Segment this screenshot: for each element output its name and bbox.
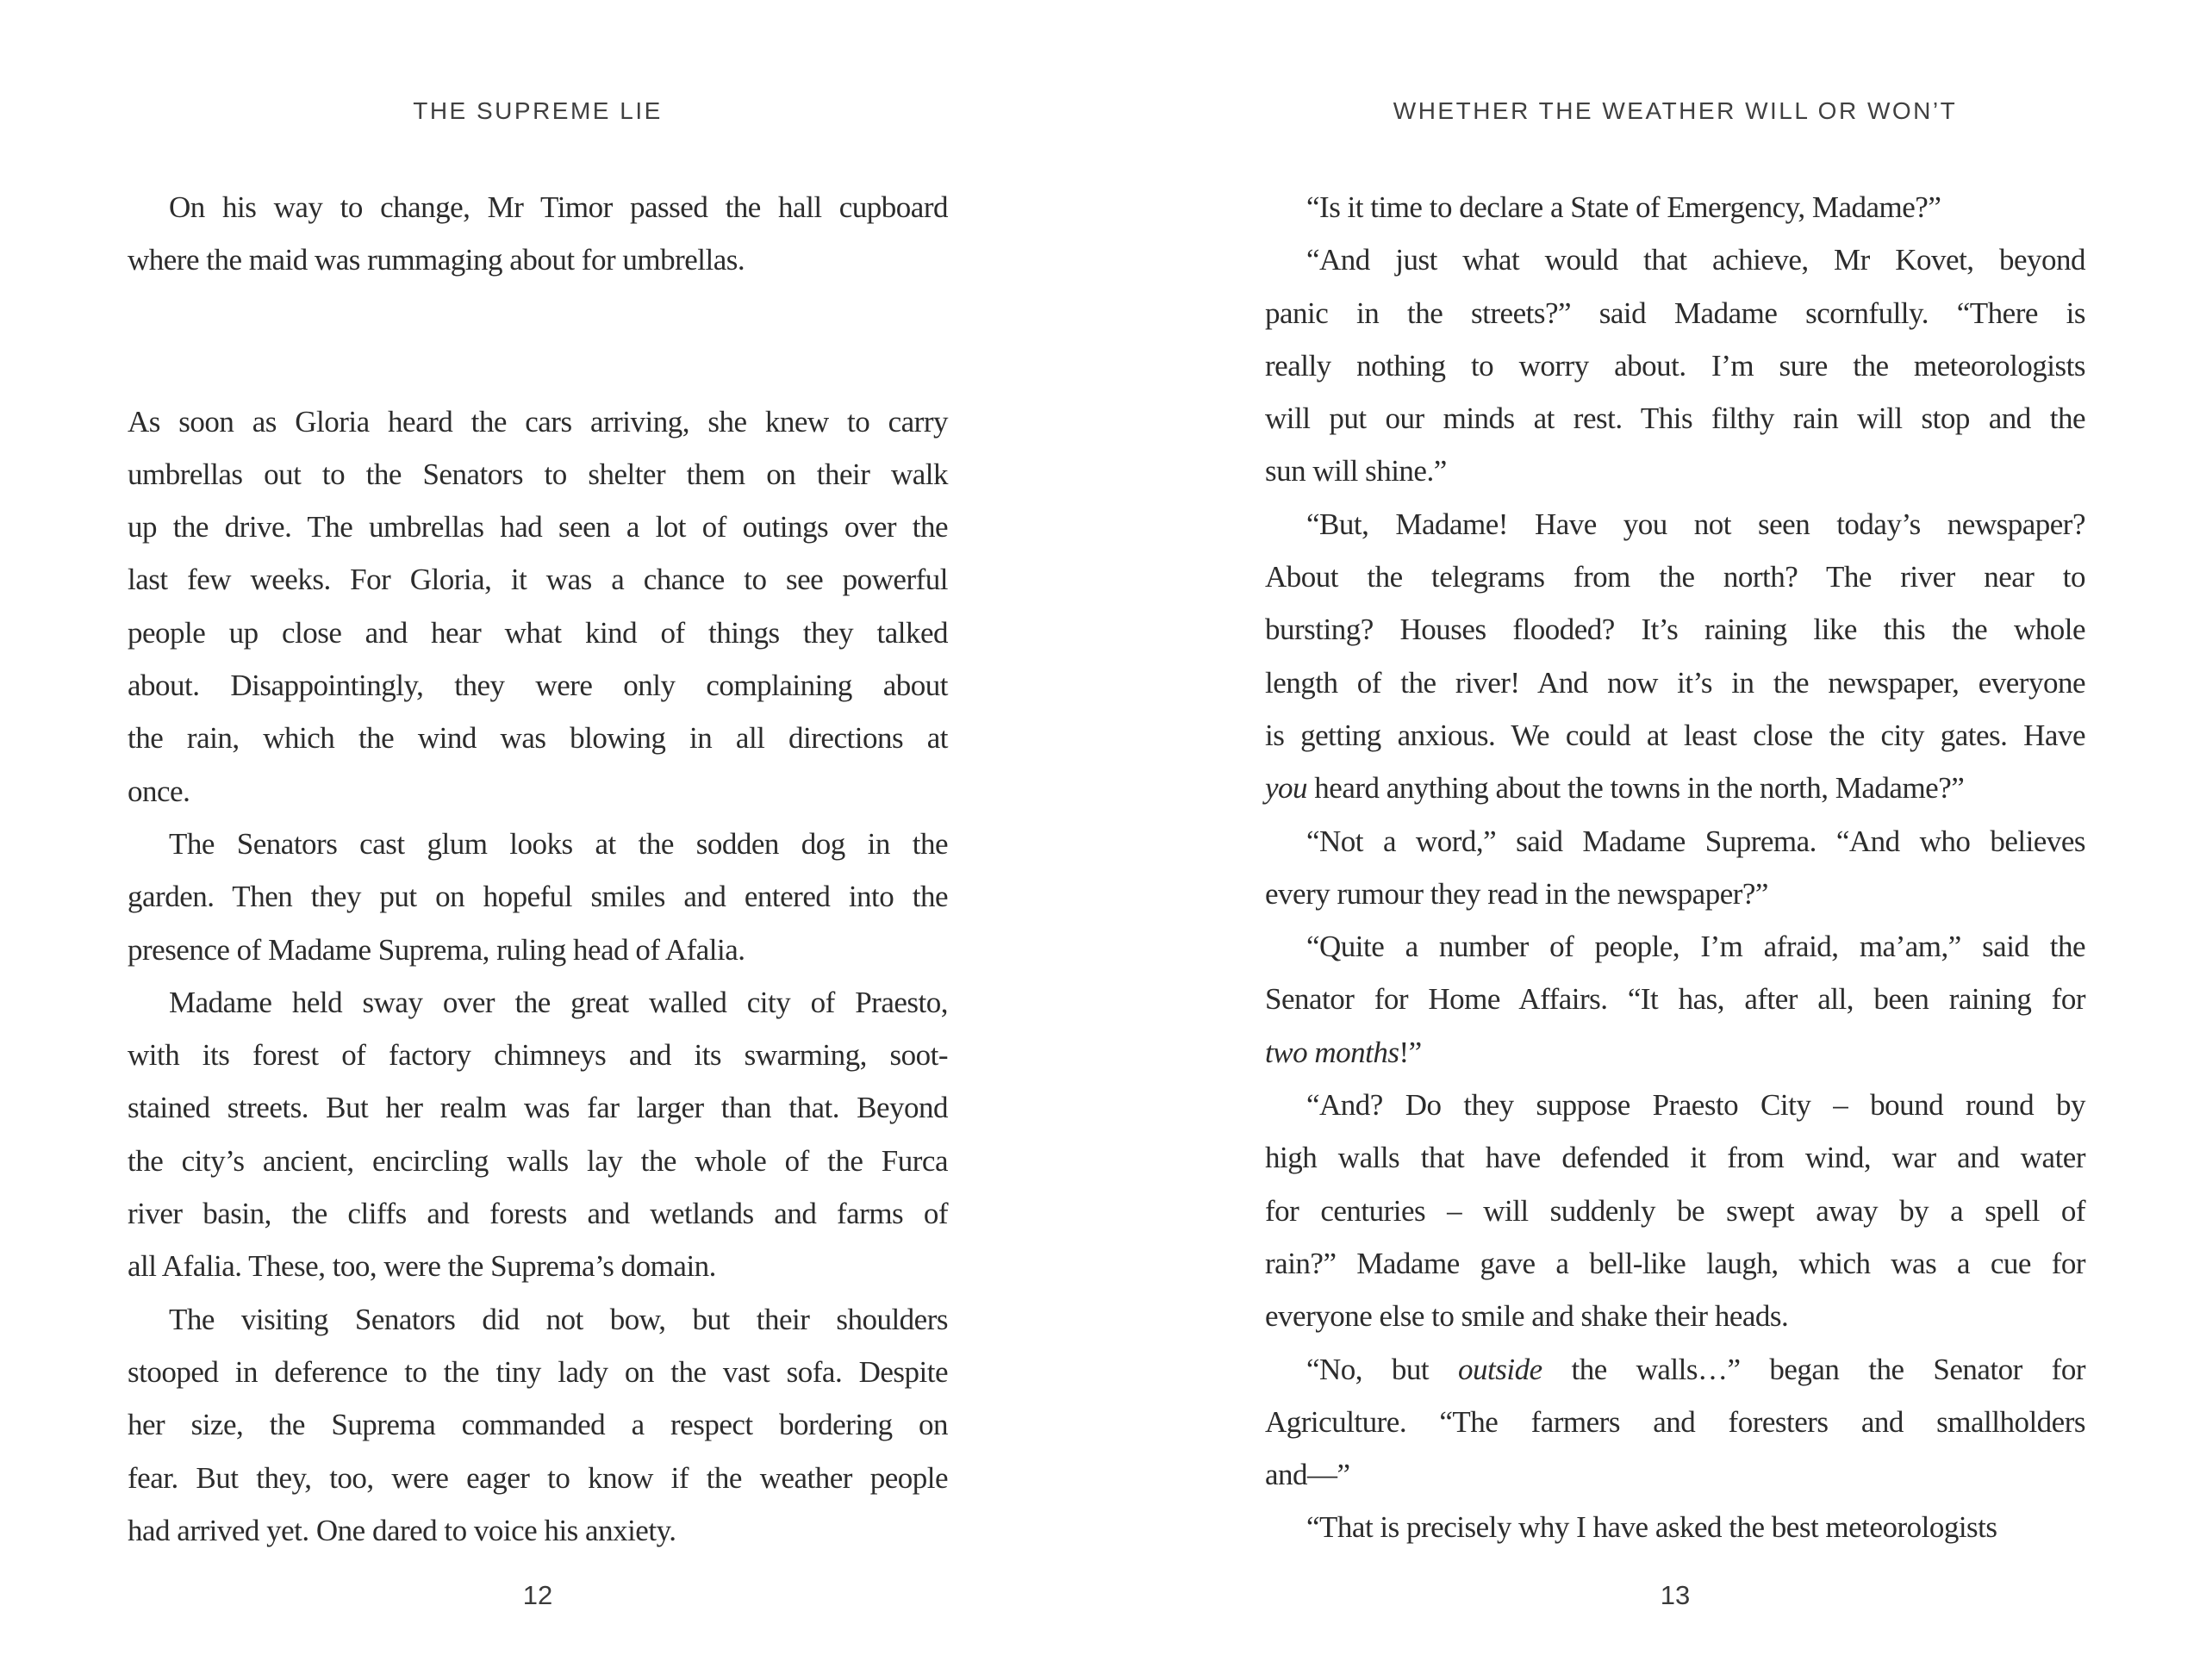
text-line: “But, Madame! Have you not seen today’s newspaper?	[1306, 507, 2085, 541]
page-left	[128, 0, 948, 1680]
text-line: people up close and hear what kind of things they talked	[128, 615, 948, 650]
text-line: Madame held sway over the great walled city of Praesto,	[169, 985, 948, 1019]
text-line: length of the river! And now it’s in the newspaper, everyone	[1265, 665, 2085, 700]
text-line: umbrellas out to the Senators to shelter them on their walk	[128, 457, 948, 491]
text-line: “And? Do they suppose Praesto City – bound round by	[1306, 1088, 2085, 1123]
page-number-left: 12	[522, 1580, 553, 1610]
text-line: “And just what would that achieve, Mr Kovet, beyond	[1306, 243, 2085, 277]
text-line: sun will shine.”	[1265, 454, 1447, 488]
paragraph	[1265, 815, 2085, 921]
running-header-left: THE SUPREME LIE	[413, 97, 663, 124]
page-number-right: 13	[1660, 1580, 1691, 1610]
text-line: As soon as Gloria heard the cars arriving, she knew to carry	[128, 404, 948, 439]
text-line: Senator for Home Affairs. “It has, after all, been raining for	[1265, 982, 2085, 1017]
paragraph	[1265, 1501, 2085, 1553]
page-right-body	[1265, 181, 2085, 1554]
text-line: The Senators cast glum looks at the sodden dog in the	[169, 826, 948, 861]
text-line: Agriculture. “The farmers and foresters and smallholders	[1265, 1404, 2085, 1439]
text-line: her size, the Suprema commanded a respect bordering on	[128, 1408, 948, 1442]
text-line: rain?” Madame gave a bell-like laugh, which was a cue for	[1265, 1246, 2085, 1280]
page-right	[1265, 0, 2085, 1680]
text-line: you heard anything about the towns in the north, Madame?”	[1265, 771, 1965, 806]
text-line: “Not a word,” said Madame Suprema. “And who believes	[1306, 824, 2085, 858]
paragraph	[128, 976, 948, 1293]
text-line: and—”	[1265, 1458, 1350, 1492]
paragraph	[1265, 181, 2085, 233]
paragraph	[1265, 920, 2085, 1079]
paragraph	[1265, 1343, 2085, 1502]
text-line: “Quite a number of people, I’m afraid, ma’am,” said the	[1306, 930, 2085, 964]
text-line: fear. But they, too, were eager to know if the weather people	[128, 1460, 948, 1495]
text-line: bursting? Houses flooded? It’s raining like this the whole	[1265, 613, 2085, 647]
paragraph	[128, 181, 948, 287]
text-line: panic in the streets?” said Madame scornfully. “There is	[1265, 296, 2085, 330]
paragraph	[128, 395, 948, 818]
text-line: the city’s ancient, encircling walls lay the whole of the Furca	[128, 1143, 948, 1178]
text-line: The visiting Senators did not bow, but their shoulders	[169, 1302, 948, 1336]
text-line: the rain, which the wind was blowing in all directions at	[128, 721, 948, 756]
text-line: garden. Then they put on hopeful smiles and entered into the	[128, 880, 948, 914]
text-line: “That is precisely why I have asked the best meteorologists	[1306, 1510, 1997, 1545]
running-header-right: WHETHER THE WEATHER WILL OR WON’T	[1393, 97, 1958, 124]
paragraph	[1265, 498, 2085, 815]
text-line: every rumour they read in the newspaper?”	[1265, 876, 1768, 911]
text-line: is getting anxious. We could at least close the city gates. Have	[1265, 718, 2085, 752]
text-line: all Afalia. These, too, were the Suprema’s domain.	[128, 1249, 716, 1284]
text-line: On his way to change, Mr Timor passed the hall cupboard	[169, 190, 948, 224]
text-line: once.	[128, 774, 190, 808]
paragraph	[128, 818, 948, 976]
text-line: last few weeks. For Gloria, it was a chance to see powerful	[128, 563, 948, 597]
text-line: two months!”	[1265, 1035, 1422, 1069]
paragraph	[1265, 233, 2085, 497]
text-line: up the drive. The umbrellas had seen a lot of outings over the	[128, 510, 948, 544]
paragraph	[128, 1293, 948, 1557]
text-line: for centuries – will suddenly be swept away by a spell of	[1265, 1193, 2085, 1228]
page-left-body	[128, 181, 948, 1557]
text-line: “No, but outside the walls…” began the Senator for	[1306, 1352, 2085, 1386]
scene-break	[128, 287, 948, 395]
text-line: had arrived yet. One dared to voice his anxiety.	[128, 1513, 676, 1547]
paragraph	[1265, 1079, 2085, 1342]
text-line: high walls that have defended it from wind, war and water	[1265, 1141, 2085, 1175]
text-line: stooped in deference to the tiny lady on the vast sofa. Despite	[128, 1354, 948, 1389]
text-line: will put our minds at rest. This filthy rain will stop and the	[1265, 401, 2085, 436]
text-line: really nothing to worry about. I’m sure the meteorologists	[1265, 348, 2085, 383]
text-line: “Is it time to declare a State of Emergency, Madame?”	[1306, 190, 1941, 224]
text-line: everyone else to smile and shake their heads.	[1265, 1299, 1789, 1334]
text-line: About the telegrams from the north? The river near to	[1265, 560, 2085, 594]
text-line: river basin, the cliffs and forests and wetlands and farms of	[128, 1197, 948, 1231]
text-line: stained streets. But her realm was far larger than that. Beyond	[128, 1091, 948, 1125]
text-line: with its forest of factory chimneys and its swarming, soot-	[128, 1038, 948, 1073]
text-line: presence of Madame Suprema, ruling head of Afalia.	[128, 932, 745, 967]
text-line: about. Disappointingly, they were only complaining about	[128, 669, 948, 703]
text-line: where the maid was rummaging about for umbrellas.	[128, 243, 745, 277]
